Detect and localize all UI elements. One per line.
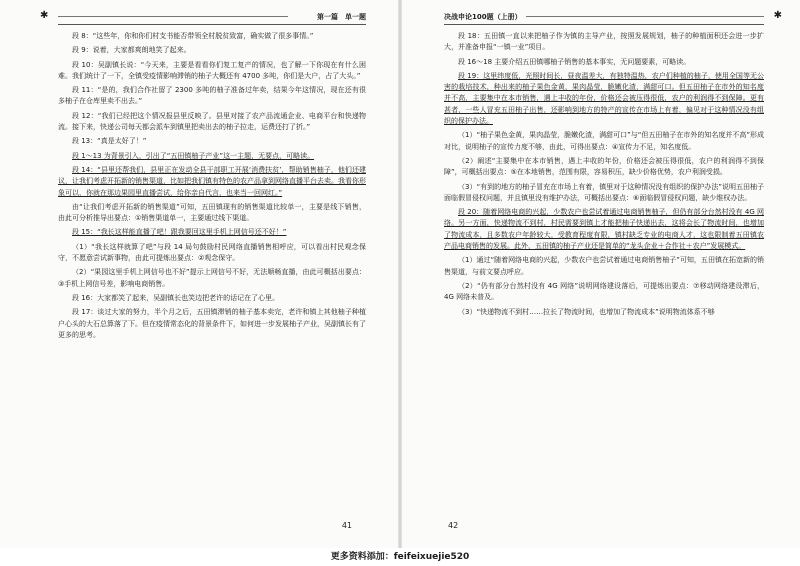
header-rule (58, 16, 288, 17)
header-star-icon: ✱ (773, 10, 782, 21)
left-body-text (58, 31, 366, 341)
paragraph: （2）“仍有部分台然村没有 4G 网络”说明网络建设落后，可提炼出要点：⑦移动网络建设滞后，4G 网络未普及。 (444, 281, 764, 302)
paragraph: 段 18：五田镇一直以来把柚子作为镇的主导产业，按照发展规划，柚子的种植面积还会进一步扩大，并准备申报“一镇一业”项目。 (444, 32, 764, 52)
paragraph: 段 1～13 为背景引入，引出了“五田镇柚子产业”这一主题，无要点，可略读。 (72, 151, 315, 160)
paragraph: 段 16：大家都笑了起来，吴副镇长也笑边把老许的话记在了心里。 (72, 293, 280, 302)
paragraph: 段 11：“是的，我们合作社留了 2300 多吨的柚子准备过年卖，结果今年这情况，现在还有很多柚子在仓库里卖不出去。” (58, 86, 366, 106)
paragraph: 段 10：吴副镇长说：“今天来，主要是看看你们复工复产的情况，也了解一下你现在有什么困难。我们统计了一下，全镇受疫情影响滞销的柚子大概还有 4700 多吨，你们是大户，占了大头。” (58, 60, 366, 80)
paragraph: 段 20：随着网络电商的兴起，少数农户也尝试着通过电商销售柚子，但仍有部分台然村没有 4G 网络。另一方面，快递物流不到村，村民需要到镇上才能把柚子快递出去，这将会长了物流时间，也增加了物流成本，且多数农户年龄较大，受教育程度有限，镇村缺乏专业的电商人才，这也限制着五田镇农产品电商销售的发展。此外，五田镇的柚子产业还是简单的“龙头企业＋合作社＋农户”发展模式。 (444, 208, 764, 251)
paragraph: （1）“我长这样就算了吧”与段 14 局句鼓励村民网络直播销售相呼应，可以看出村民观念保守，不愿意尝试新事物，由此可提炼出要点：②观念保守。 (58, 242, 366, 263)
left-header-title: 第一篇 单一题 (317, 13, 366, 21)
paragraph: 段 19：这里纬度低，光照时间长，昼夜温差大，有独特温热，农户们种植的柚子，使用全国等无公害的栽培技术，种出来的柚子果色金黄，果肉晶莹，脆嫩化渣，满甜可口。但五田柚子在市外的知名度并不高，主要集中在本市销售，遇上丰收的年份，价格还会被压得很低，农户的利润得不到保障。更有甚者，一些人冒充五田柚子出售，还影响到地方的特产的宣传在市场上有着，偏见对于这种情况没有组织的保护办法。 (444, 71, 764, 126)
paragraph: （3）“快递物流不到村……拉长了物流时间，也增加了物流成本”说明物流体系不够 (458, 307, 715, 316)
right-header-title: 决战申论100题（上册） (444, 13, 522, 21)
right-body-text (444, 31, 764, 318)
paragraph: （2）阐述“主要集中在本市销售，遇上丰收的年份，价格还会被压得很低，农户的利润得不到保障”，可概括出要点：⑤在本地销售，范围有限，容易积压，缺少价格优势，农户利润受损。 (444, 156, 764, 177)
paragraph: 由“让我们考虑开拓新的销售渠道”可知，五田镇现有的销售渠道比较单一，主要是线下销售，由此可分析推导出要点：①销售渠道单一，主要通过线下渠道。 (58, 202, 366, 223)
paragraph: 段 9：说着，大家都爽朗地笑了起来。 (72, 46, 191, 55)
right-running-header (444, 10, 782, 25)
paragraph: 段 12：“我们已经把这个情况报县里反映了。县里对接了农产品流通企业、电商平台和快递物流。接下来，快递公司每天都会派车到镇里把卖出去的柚子拉走，运费还打了折。” (58, 111, 366, 132)
left-page-number: 41 (341, 521, 352, 530)
paragraph: 段 15：“我长这样能直播了吧！跟我要回这里手机上网信号还不好！” (72, 228, 287, 237)
left-page (0, 0, 400, 548)
footer-banner: 更多资料添加：feifeixuejie520 (0, 548, 800, 566)
right-page (400, 0, 800, 548)
paragraph: 段 17：谈过大家的努力，半个月之后，五田镇滞销的柚子基本卖完，老许和镇上其他柚子种植户心头的大石总算落了下。但在疫情常态化的背景条件下，如何进一步发展柚子产业，吴副镇长有了更多的思考。 (58, 308, 366, 339)
paragraph: 段 13：“真是太好了！” (72, 137, 147, 146)
header-star-icon: ✱ (40, 10, 49, 21)
paragraph: 段 16～18 主要介绍五田镇哪柚子销售的基本事实，无问题要素，可略读。 (458, 57, 691, 66)
paragraph: （1）通过“随着网络电商的兴起，少数农户也尝试着通过电商销售柚子”可知，五田镇在拓宽新的销售渠道，与前文要点呼应。 (444, 256, 764, 276)
paragraph: 段 8：“这些年，你和你们村支书能否带领全村脱贫致富，确实做了很多事情。” (72, 32, 314, 40)
right-page-number: 42 (448, 521, 459, 530)
header-rule (526, 16, 764, 17)
paragraph: 段 14：“县里还帮我们，县里正在发动全县干部职工开展‘消费扶贫’，帮助销售柚子，他们还建议，让我们考虑开拓新的销售渠道，比如把我们镇有特色的农产品拿到网络直播平台去卖。我看你形象可以，你就在那边果园里直播尝试，给你亲自代言，也来当一回网红。” (58, 165, 366, 197)
paragraph: （2）“果园这里手机上网信号也不好”提示上网信号不好，无法顺畅直播，由此可概括出要点：③手机上网信号差，影响电商销售。 (58, 268, 366, 288)
left-running-header (40, 10, 366, 25)
paragraph: （1）“柚子果色金黄，果肉晶莹，脆嫩化渣，满甜可口”与“但五田柚子在市外的知名度并不高”形成对比，说明柚子的宣传力度不够，由此，可得出要点：④宣传力不足，知名度低。 (444, 131, 764, 151)
paragraph: （3）“有到的地方的柚子冒充在市场上有着，镇里对于这种情况没有组织的保护办法”说明五田柚子面临假冒侵权问题，并且镇里没有维护办法，可概括出要点：⑥面临假冒侵权问题，缺少维权办法。 (444, 182, 764, 202)
